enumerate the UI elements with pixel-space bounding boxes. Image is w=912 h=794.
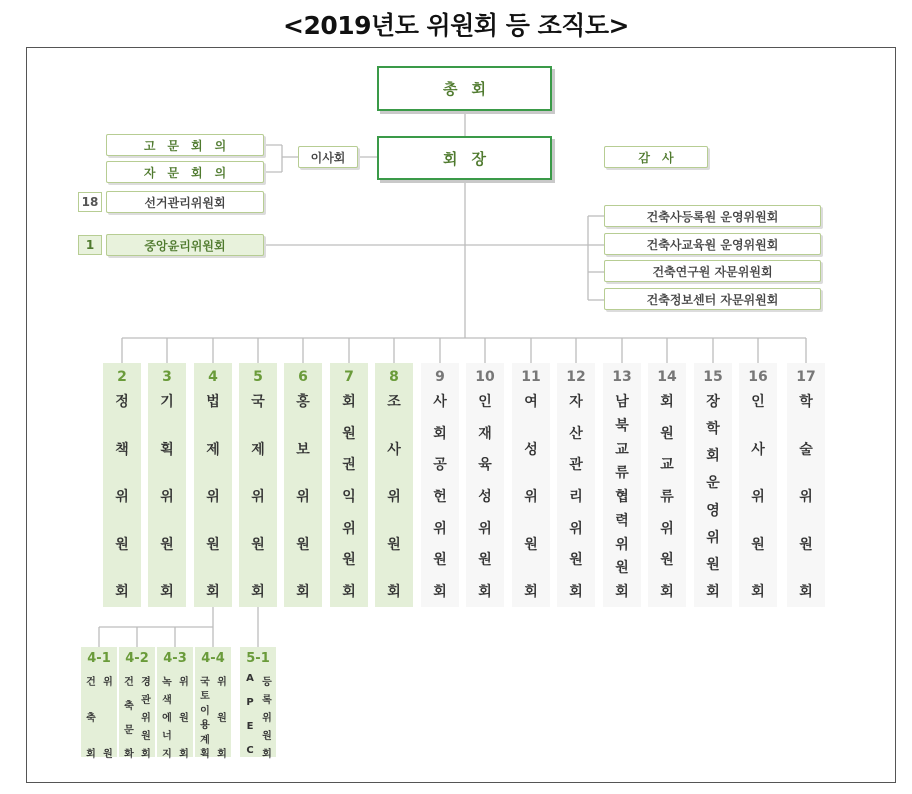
- committee-name-char: 원: [251, 536, 265, 553]
- subcommittee-name-char: 원: [217, 713, 227, 724]
- subcommittee-name-char: 원: [103, 749, 113, 760]
- committee-name-char: 원: [342, 552, 356, 569]
- committee-name-char: 회: [706, 584, 720, 600]
- committee-name-char: 원: [615, 560, 629, 577]
- committee-number: 14: [657, 369, 677, 385]
- committee-number: 11: [521, 369, 541, 385]
- committee-name-char: 회: [387, 584, 401, 600]
- committee-name-char: 사: [751, 441, 765, 458]
- committee-name-char: 회: [478, 584, 492, 600]
- committee-column: [330, 363, 368, 607]
- subcommittee-name-char: 회: [217, 749, 227, 760]
- committee-name-char: 보: [296, 441, 310, 458]
- audit-box: 감사: [604, 146, 708, 168]
- subcommittee-name-char: 화: [124, 749, 134, 760]
- subcommittee-name-char: 등: [262, 677, 272, 688]
- committee-number: 16: [748, 369, 768, 385]
- committee-name-char: 원: [478, 552, 492, 569]
- advisor-council-box: 고문회의: [106, 134, 264, 156]
- subcommittee-name-char: 위: [179, 677, 189, 688]
- subcommittee-name-char: 위: [262, 713, 272, 724]
- committee-name-char: 위: [569, 520, 583, 537]
- committee-name-char: 운: [706, 475, 720, 492]
- committee-name-char: 익: [342, 489, 356, 505]
- page-title: <2019년도 위원회 등 조직도>: [283, 11, 629, 40]
- subcommittee-name-char: 회: [262, 749, 272, 760]
- subcommittee-box: [240, 647, 276, 760]
- committee-column: [739, 363, 777, 607]
- committee-name-char: 위: [296, 489, 310, 505]
- committee-name-char: 회: [751, 584, 765, 600]
- subcommittee-name-char: P: [246, 697, 254, 708]
- committee-name-char: 학: [706, 421, 720, 438]
- committee-number: 17: [796, 369, 816, 385]
- committee-name-char: 영: [706, 502, 720, 519]
- committee-name-char: 회: [251, 584, 265, 600]
- board-box: 이사회: [298, 146, 358, 168]
- committee-name-char: 원: [524, 536, 538, 553]
- committee-name-char: 회: [660, 584, 674, 600]
- right-committee-box: 건축사등록원 운영위원회: [604, 205, 821, 227]
- committee-name-char: 헌: [433, 489, 447, 505]
- committee-name-char: 회: [296, 584, 310, 600]
- committee-name-char: 책: [115, 441, 129, 458]
- committee-column: [239, 363, 277, 607]
- subcommittee-name-char: 회: [86, 749, 96, 760]
- committee-name-char: 리: [569, 489, 583, 505]
- subcommittee-name-char: 원: [141, 731, 151, 742]
- subcommittee-name-char: 회: [179, 749, 189, 760]
- subcommittee-name-char: E: [246, 721, 254, 732]
- committee-name-char: 조: [387, 394, 401, 410]
- committee-name-char: 원: [342, 425, 356, 442]
- committee-name-char: 회: [206, 584, 220, 600]
- committee-name-char: 원: [799, 536, 813, 553]
- committee-name-char: 위: [433, 520, 447, 537]
- committee-number: 15: [703, 369, 723, 385]
- committee-number: 2: [117, 369, 127, 385]
- committee-name-char: 회: [433, 425, 447, 442]
- committee-number: 9: [435, 369, 445, 385]
- right-committee-box: 건축연구원 자문위원회: [604, 260, 821, 282]
- committee-name-char: 위: [342, 520, 356, 537]
- committee-name-char: 위: [751, 489, 765, 505]
- committee-column: [557, 363, 595, 607]
- committee-column: [375, 363, 413, 607]
- committee-name-char: 원: [115, 536, 129, 553]
- committee-name-char: 원: [433, 552, 447, 569]
- committee-number: 6: [298, 369, 308, 385]
- committee-name-char: 성: [478, 489, 492, 505]
- subcommittee-name-char: 계: [200, 734, 210, 746]
- subcommittee-name-char: 원: [179, 713, 189, 724]
- committee-name-char: 회: [342, 584, 356, 600]
- subcommittee-name-char: 관: [141, 695, 151, 706]
- committee-name-char: 공: [433, 457, 447, 474]
- committee-name-char: 술: [799, 441, 813, 458]
- consulting-council-box: 자문회의: [106, 161, 264, 183]
- committee-number: 4: [208, 369, 218, 385]
- subcommittee-name-char: 색: [162, 695, 172, 706]
- committee-name-char: 회: [615, 584, 629, 600]
- subcommittee-name-char: 용: [200, 720, 210, 732]
- committee-name-char: 협: [615, 489, 629, 505]
- committee-column: [148, 363, 186, 607]
- committee-name-char: 관: [569, 457, 583, 474]
- committee-name-char: 원: [660, 425, 674, 442]
- committee-name-char: 원: [387, 536, 401, 553]
- subcommittee-name-char: 토: [200, 691, 210, 703]
- committee-column: [103, 363, 141, 607]
- committee-name-char: 위: [524, 489, 538, 505]
- committee-name-char: 위: [160, 489, 174, 505]
- subcommittee-number: 4-3: [163, 651, 187, 666]
- subcommittee-name-char: A: [246, 673, 254, 684]
- committee-number: 5: [253, 369, 263, 385]
- subcommittee-name-char: 문: [124, 725, 134, 736]
- committee-number: 12: [566, 369, 586, 385]
- committee-name-char: 제: [206, 441, 220, 458]
- committee-name-char: 류: [615, 465, 629, 482]
- ethics-number-badge: 1: [78, 235, 102, 255]
- committee-name-char: 위: [615, 536, 629, 553]
- subcommittee-name-char: 획: [200, 749, 210, 760]
- general-assembly-box: 총회: [377, 66, 552, 111]
- committee-name-char: 원: [569, 552, 583, 569]
- committee-name-char: 위: [478, 520, 492, 537]
- committee-name-char: 위: [706, 529, 720, 546]
- subcommittee-name-char: 위: [217, 677, 227, 688]
- right-committee-box: 건축사교육원 운영위원회: [604, 233, 821, 255]
- committee-name-char: 산: [569, 425, 583, 442]
- committee-name-char: 정: [115, 394, 129, 410]
- committee-name-char: 력: [615, 512, 629, 529]
- committee-name-char: 법: [206, 394, 220, 410]
- subcommittee-box: [119, 647, 155, 760]
- committee-number: 7: [344, 369, 354, 385]
- committee-name-char: 자: [569, 394, 583, 410]
- committee-name-char: 홍: [296, 394, 310, 410]
- committee-column: [284, 363, 322, 607]
- committee-name-char: 위: [387, 489, 401, 505]
- committee-number: 10: [475, 369, 495, 385]
- committee-name-char: 획: [160, 441, 174, 458]
- committee-name-char: 회: [524, 584, 538, 600]
- committee-name-char: 원: [296, 536, 310, 553]
- subcommittee-name-char: 건: [124, 677, 134, 688]
- committee-name-char: 국: [251, 394, 265, 410]
- committee-name-char: 교: [660, 457, 674, 474]
- ethics-committee-box: 중앙윤리위원회: [106, 234, 264, 256]
- committee-name-char: 성: [524, 441, 538, 458]
- committee-name-char: 회: [160, 584, 174, 600]
- committee-name-char: 재: [478, 425, 492, 442]
- subcommittee-name-char: C: [246, 745, 254, 756]
- committee-name-char: 원: [160, 536, 174, 553]
- subcommittee-box: [157, 647, 193, 760]
- committee-name-char: 제: [251, 441, 265, 458]
- subcommittee-name-char: 위: [103, 677, 113, 688]
- committee-name-char: 위: [115, 489, 129, 505]
- committee-number: 8: [389, 369, 399, 385]
- committee-name-char: 북: [615, 417, 629, 434]
- committee-name-char: 회: [660, 394, 674, 410]
- committee-name-char: 사: [387, 441, 401, 458]
- committee-name-char: 위: [660, 520, 674, 537]
- committee-column: [512, 363, 550, 607]
- subcommittee-number: 4-2: [125, 651, 149, 666]
- subcommittee-name-char: 축: [86, 713, 96, 724]
- committee-name-char: 회: [342, 394, 356, 410]
- committee-number: 13: [612, 369, 632, 385]
- committee-column: [466, 363, 504, 607]
- subcommittee-name-char: 원: [262, 731, 272, 742]
- committee-column: [787, 363, 825, 607]
- committee-name-char: 회: [115, 584, 129, 600]
- subcommittee-name-char: 너: [162, 731, 172, 742]
- committee-name-char: 회: [569, 584, 583, 600]
- subcommittee-box: [81, 647, 117, 760]
- committee-name-char: 권: [342, 457, 356, 474]
- committee-name-char: 육: [478, 457, 492, 474]
- subcommittee-name-char: 국: [200, 677, 210, 688]
- subcommittee-name-char: 에: [162, 713, 172, 724]
- subcommittee-name-char: 위: [141, 713, 151, 724]
- subcommittee-name-char: 축: [124, 701, 134, 712]
- subcommittee-number: 4-1: [87, 651, 111, 666]
- committee-name-char: 여: [524, 394, 538, 410]
- committee-name-char: 회: [706, 448, 720, 465]
- subcommittee-name-char: 경: [141, 677, 151, 688]
- subcommittee-box: [195, 647, 231, 760]
- committee-name-char: 회: [433, 584, 447, 600]
- committee-name-char: 위: [799, 489, 813, 505]
- subcommittee-name-char: 회: [141, 749, 151, 760]
- committee-name-char: 장: [706, 394, 720, 410]
- subcommittee-name-char: 녹: [162, 677, 172, 688]
- committee-name-char: 남: [615, 394, 629, 410]
- committee-name-char: 인: [751, 394, 765, 410]
- committee-name-char: 회: [799, 584, 813, 600]
- committee-name-char: 사: [433, 394, 447, 410]
- election-number-badge: 18: [78, 192, 102, 212]
- committee-name-char: 위: [251, 489, 265, 505]
- committee-column: [694, 363, 732, 607]
- committee-name-char: 기: [160, 394, 174, 410]
- committee-name-char: 교: [615, 441, 629, 458]
- committee-column: [603, 363, 641, 607]
- subcommittee-name-char: 록: [262, 695, 272, 706]
- committee-name-char: 원: [706, 556, 720, 573]
- committee-name-char: 원: [751, 536, 765, 553]
- election-committee-box: 선거관리위원회: [106, 191, 264, 213]
- right-committee-box: 건축정보센터 자문위원회: [604, 288, 821, 310]
- subcommittee-name-char: 건: [86, 677, 96, 688]
- subcommittee-name-char: 이: [200, 705, 210, 717]
- committee-name-char: 인: [478, 394, 492, 410]
- committee-column: [421, 363, 459, 607]
- subcommittee-name-char: 지: [162, 749, 172, 760]
- chairman-box: 회장: [377, 136, 552, 180]
- subcommittee-number: 4-4: [201, 651, 225, 666]
- committee-column: [194, 363, 232, 607]
- committee-name-char: 원: [660, 552, 674, 569]
- committee-name-char: 류: [660, 489, 674, 505]
- committee-name-char: 원: [206, 536, 220, 553]
- committee-name-char: 위: [206, 489, 220, 505]
- subcommittee-number: 5-1: [246, 651, 270, 666]
- committee-number: 3: [162, 369, 172, 385]
- committee-name-char: 학: [799, 394, 813, 410]
- committee-column: [648, 363, 686, 607]
